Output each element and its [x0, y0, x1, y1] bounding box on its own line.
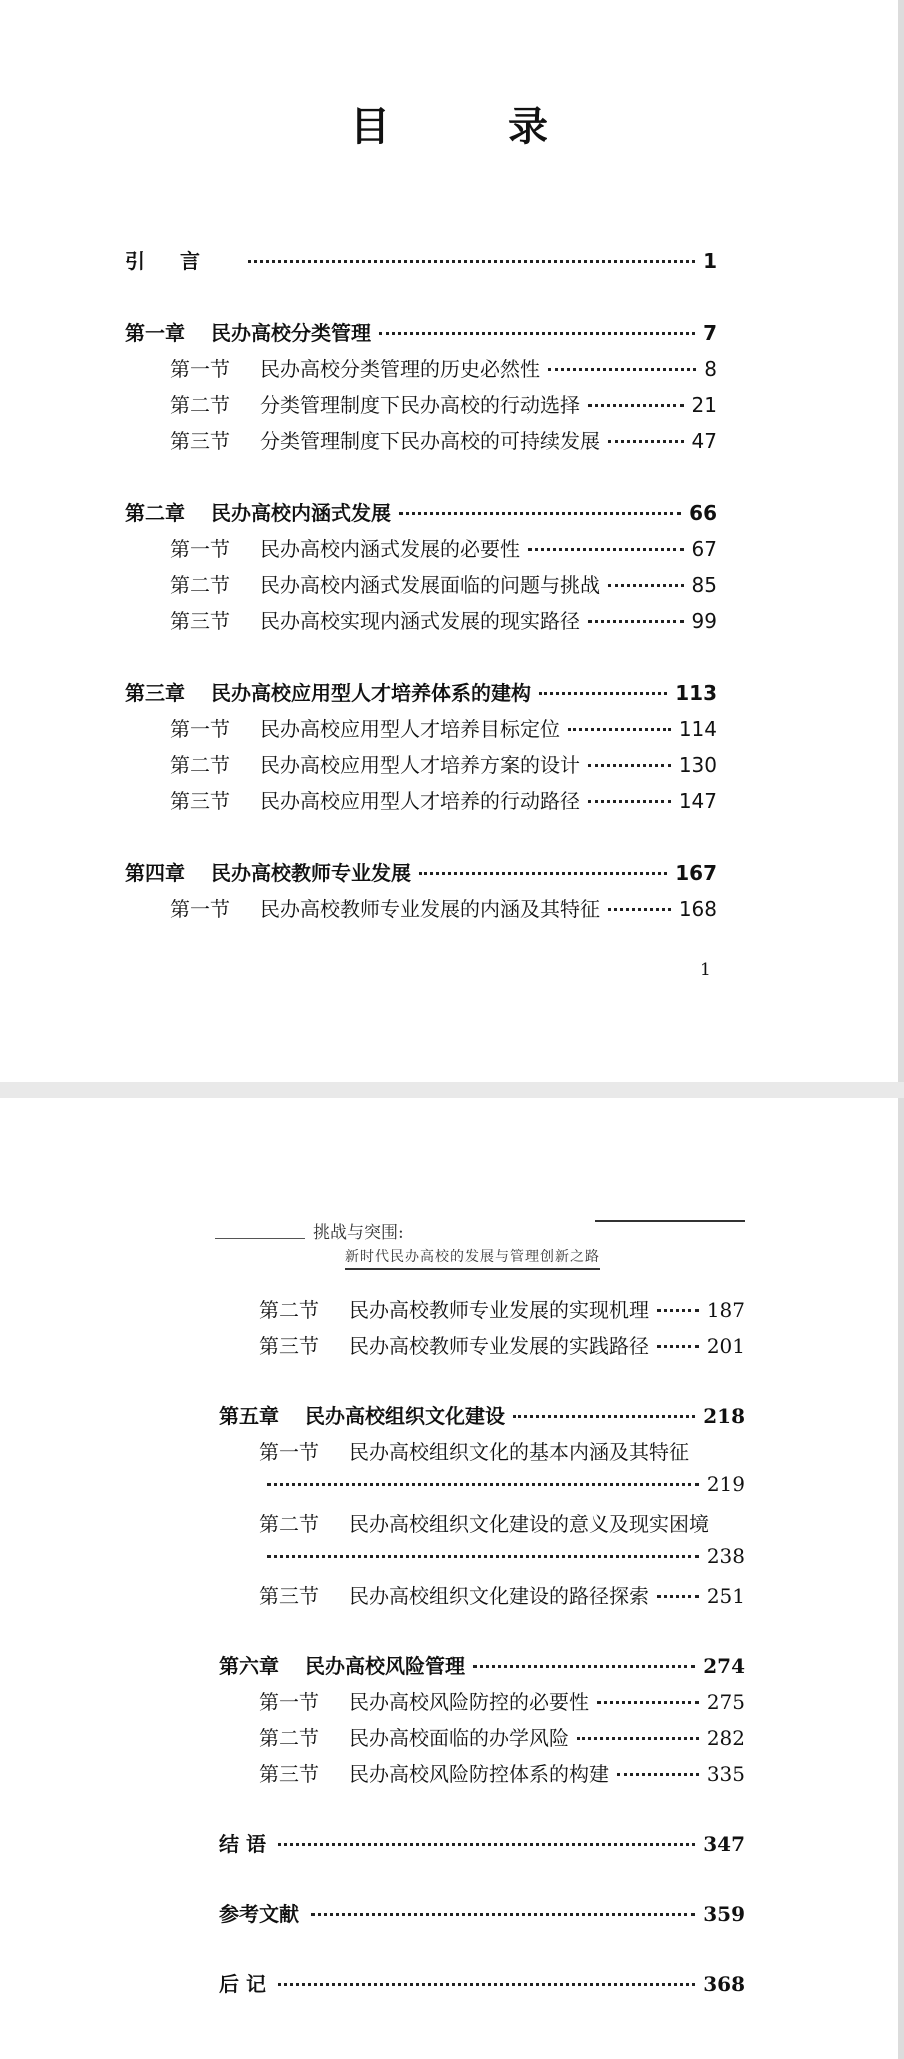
dot-leader — [588, 764, 671, 767]
entry-page: 275 — [706, 1690, 745, 1714]
entry-label: 参考文献 — [219, 1902, 299, 1926]
entry-label: 第三节 — [170, 609, 230, 633]
toc-entry-section[interactable] — [125, 893, 717, 929]
entry-label: 第六章 — [219, 1654, 279, 1678]
entry-title: 民办高校面临的办学风险 — [349, 1726, 569, 1750]
entry-title: 分类管理制度下民办高校的可持续发展 — [260, 429, 600, 453]
entry-page: 282 — [706, 1726, 745, 1750]
entry-page: 187 — [706, 1298, 745, 1322]
entry-page: 335 — [706, 1762, 745, 1786]
entry-title: 民办高校组织文化建设 — [305, 1404, 505, 1428]
toc-entry-chapter[interactable] — [125, 857, 717, 893]
dot-leader — [513, 1415, 695, 1418]
entry-title: 民办高校组织文化建设的路径探索 — [349, 1584, 649, 1608]
entry-title: 民办高校实现内涵式发展的现实路径 — [260, 609, 580, 633]
entry-page: 167 — [675, 861, 717, 885]
toc-entry-references[interactable] — [219, 1898, 745, 1934]
toc-entry-section[interactable] — [125, 569, 717, 605]
entry-page: 238 — [706, 1544, 745, 1568]
dot-leader — [278, 1843, 695, 1846]
toc-entry-continuation[interactable] — [219, 1544, 745, 1580]
entry-title: 民办高校风险防控的必要性 — [349, 1690, 589, 1714]
dot-leader — [657, 1309, 699, 1312]
entry-page: 251 — [706, 1584, 745, 1608]
entry-title: 分类管理制度下民办高校的行动选择 — [260, 393, 580, 417]
entry-page: 7 — [703, 321, 717, 345]
toc-entry-section[interactable] — [219, 1758, 745, 1794]
dot-leader — [608, 908, 671, 911]
dot-leader — [577, 1737, 699, 1740]
dot-leader — [657, 1345, 699, 1348]
page-title: 目 录 — [350, 104, 600, 150]
entry-label: 第四章 — [125, 861, 185, 885]
entry-label: 后 记 — [219, 1972, 266, 1996]
dot-leader — [539, 692, 667, 695]
entry-page: 168 — [678, 897, 717, 921]
entry-title: 民办高校教师专业发展的实践路径 — [349, 1334, 649, 1358]
toc-entry-continuation[interactable] — [219, 1472, 745, 1508]
entry-page: 368 — [703, 1972, 745, 1996]
dot-leader — [617, 1773, 699, 1776]
toc-entry-section[interactable] — [125, 389, 717, 425]
entry-label: 第一节 — [170, 357, 230, 381]
entry-title: 民办高校应用型人才培养体系的建构 — [211, 681, 531, 705]
toc-entry-section[interactable] — [125, 353, 717, 389]
dot-leader — [278, 1983, 695, 1986]
entry-page: 21 — [691, 393, 717, 417]
dot-leader — [267, 1555, 699, 1558]
entry-page: 8 — [704, 357, 717, 381]
entry-title: 民办高校内涵式发展的必要性 — [260, 537, 520, 561]
entry-label: 第三节 — [259, 1334, 319, 1358]
entry-label: 引 言 — [125, 249, 214, 273]
dot-leader — [608, 440, 684, 443]
entry-page: 66 — [689, 501, 717, 525]
entry-page: 218 — [703, 1404, 745, 1428]
toc-entry-section[interactable] — [219, 1508, 745, 1544]
entry-label: 第一节 — [170, 717, 230, 741]
entry-page: 274 — [703, 1654, 745, 1678]
entry-label: 结 语 — [219, 1832, 266, 1856]
entry-label: 第三节 — [170, 789, 230, 813]
entry-page: 47 — [691, 429, 717, 453]
entry-page: 347 — [703, 1832, 745, 1856]
entry-page: 201 — [706, 1334, 745, 1358]
dot-leader — [588, 800, 671, 803]
entry-title: 民办高校风险管理 — [305, 1654, 465, 1678]
dot-leader — [588, 620, 684, 623]
entry-page: 113 — [675, 681, 717, 705]
book-title: 挑战与突围: — [313, 1223, 404, 1243]
entry-label: 第二节 — [259, 1512, 319, 1536]
dot-leader — [597, 1701, 699, 1704]
entry-label: 第二节 — [259, 1726, 319, 1750]
dot-leader — [267, 1483, 699, 1486]
entry-title: 民办高校教师专业发展的内涵及其特征 — [260, 897, 600, 921]
toc-entry-section[interactable] — [219, 1330, 745, 1366]
entry-page: 99 — [691, 609, 717, 633]
book-subtitle: 新时代民办高校的发展与管理创新之路 — [345, 1246, 600, 1270]
entry-label: 第二章 — [125, 501, 185, 525]
dot-leader — [379, 332, 695, 335]
entry-page: 359 — [703, 1902, 745, 1926]
dot-leader — [473, 1665, 695, 1668]
entry-page: 85 — [691, 573, 717, 597]
toc-entry-section[interactable] — [219, 1436, 745, 1472]
entry-label: 第二节 — [170, 573, 230, 597]
entry-page: 67 — [691, 537, 717, 561]
entry-title: 民办高校教师专业发展 — [211, 861, 411, 885]
toc-entry-section[interactable] — [219, 1686, 745, 1722]
entry-label: 第三节 — [259, 1762, 319, 1786]
dot-leader — [528, 548, 684, 551]
toc-list — [219, 1294, 745, 2004]
header-rule — [215, 1238, 305, 1239]
entry-label: 第一章 — [125, 321, 185, 345]
entry-label: 第一节 — [259, 1440, 319, 1464]
running-header — [215, 1198, 745, 1268]
entry-label: 第二节 — [259, 1298, 319, 1322]
entry-page: 147 — [678, 789, 717, 813]
header-rule — [595, 1220, 745, 1222]
entry-title: 民办高校分类管理 — [211, 321, 371, 345]
entry-page: 219 — [706, 1472, 745, 1496]
toc-entry-intro[interactable] — [125, 245, 717, 281]
toc-entry-afterword[interactable] — [219, 1968, 745, 2004]
entry-label: 第二节 — [170, 753, 230, 777]
toc-entry-section[interactable] — [125, 785, 717, 821]
entry-title: 民办高校组织文化建设的意义及现实困境 — [349, 1512, 709, 1536]
entry-title: 民办高校应用型人才培养的行动路径 — [260, 789, 580, 813]
dot-leader — [248, 260, 695, 263]
toc-entry-section[interactable] — [219, 1580, 745, 1616]
toc-list — [125, 245, 717, 929]
toc-entry-section[interactable] — [219, 1722, 745, 1758]
entry-title: 民办高校应用型人才培养方案的设计 — [260, 753, 580, 777]
toc-entry-section[interactable] — [125, 605, 717, 641]
entry-label: 第三节 — [259, 1584, 319, 1608]
toc-entry-chapter[interactable] — [125, 317, 717, 353]
entry-label: 第三节 — [170, 429, 230, 453]
entry-title: 民办高校内涵式发展 — [211, 501, 391, 525]
toc-entry-chapter[interactable] — [125, 497, 717, 533]
dot-leader — [608, 584, 684, 587]
dot-leader — [548, 368, 696, 371]
dot-leader — [588, 404, 684, 407]
dot-leader — [311, 1913, 695, 1916]
entry-page: 130 — [678, 753, 717, 777]
entry-title: 民办高校组织文化的基本内涵及其特征 — [349, 1440, 689, 1464]
toc-entry-section[interactable] — [125, 533, 717, 569]
dot-leader — [657, 1595, 699, 1598]
entry-label: 第一节 — [170, 537, 230, 561]
toc-entry-conclusion[interactable] — [219, 1828, 745, 1864]
toc-entry-chapter[interactable] — [219, 1400, 745, 1436]
toc-entry-section[interactable] — [125, 425, 717, 461]
toc-entry-section[interactable] — [125, 749, 717, 785]
entry-title: 民办高校分类管理的历史必然性 — [260, 357, 540, 381]
dot-leader — [568, 728, 671, 731]
dot-leader — [399, 512, 681, 515]
entry-page: 114 — [678, 717, 717, 741]
entry-title: 民办高校应用型人才培养目标定位 — [260, 717, 560, 741]
entry-title: 民办高校风险防控体系的构建 — [349, 1762, 609, 1786]
entry-label: 第一节 — [259, 1690, 319, 1714]
entry-label: 第五章 — [219, 1404, 279, 1428]
toc-entry-section[interactable] — [219, 1294, 745, 1330]
toc-entry-chapter[interactable] — [125, 677, 717, 713]
entry-title: 民办高校教师专业发展的实现机理 — [349, 1298, 649, 1322]
toc-entry-section[interactable] — [125, 713, 717, 749]
entry-page: 1 — [703, 249, 717, 273]
entry-label: 第二节 — [170, 393, 230, 417]
toc-entry-chapter[interactable] — [219, 1650, 745, 1686]
page-number: 1 — [700, 960, 711, 980]
entry-label: 第三章 — [125, 681, 185, 705]
entry-label: 第一节 — [170, 897, 230, 921]
entry-title: 民办高校内涵式发展面临的问题与挑战 — [260, 573, 600, 597]
dot-leader — [419, 872, 667, 875]
